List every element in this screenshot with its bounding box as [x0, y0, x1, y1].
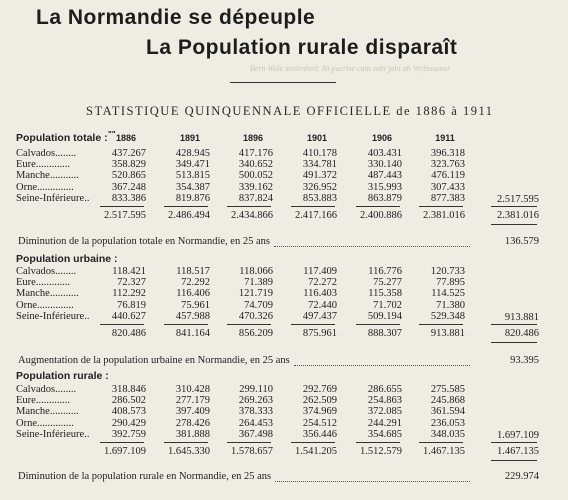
- column-total-rule: [419, 206, 463, 207]
- summary-leader: [274, 246, 470, 247]
- cell-value: 349.471: [175, 159, 210, 171]
- cell-value: 254.863: [367, 395, 402, 407]
- section-label: Population urbaine :: [16, 253, 118, 265]
- cell-value: 292.769: [302, 384, 337, 395]
- cell-value: 348.035: [430, 428, 465, 440]
- column-total: 856.209: [238, 327, 273, 339]
- row-label: Seine-Inférieure..: [16, 310, 90, 322]
- right-column-difference-rule: [491, 342, 537, 343]
- row-label: Manche...........: [16, 170, 79, 182]
- column-total-rule: [227, 442, 271, 443]
- right-column-last: 1.467.135: [497, 445, 539, 457]
- cell-value: 491.372: [302, 170, 337, 182]
- row-label: Calvados........: [16, 384, 77, 395]
- cell-value: 112.292: [112, 288, 146, 300]
- cell-value: 262.509: [302, 395, 337, 407]
- year-header: 1901: [306, 133, 328, 143]
- row-label: Manche...........: [16, 288, 79, 300]
- cell-value: 500.052: [238, 170, 273, 182]
- table-subtitle: STATISTIQUE QUINQUENNALE OFFICIELLE de 1886 à 1911: [86, 104, 494, 118]
- cell-value: 269.263: [238, 395, 273, 407]
- cell-value: 74.709: [244, 299, 273, 311]
- cell-value: 71.380: [436, 299, 465, 311]
- summary-text: Diminution de la population rurale en Normandie, en 25 ans: [18, 471, 272, 482]
- cell-value: 367.248: [111, 181, 146, 193]
- cell-value: 278.426: [175, 417, 210, 429]
- cell-value: 72.327: [117, 277, 146, 289]
- column-total: 913.881: [430, 327, 465, 339]
- column-total: 2.517.595: [104, 209, 146, 221]
- cell-value: 339.162: [238, 181, 273, 193]
- column-total: 2.417.166: [295, 209, 337, 221]
- column-total: 1.578.657: [231, 445, 273, 457]
- column-total: 841.164: [175, 327, 210, 339]
- cell-value: 877.383: [430, 192, 465, 204]
- cell-value: 286.655: [367, 384, 402, 395]
- cell-value: 354.685: [367, 428, 402, 440]
- cell-value: 118.066: [239, 266, 273, 277]
- cell-value: 117.409: [303, 266, 337, 277]
- section-mark: "": [108, 130, 116, 139]
- ghost-text: Bern Wole senlenhed; Ni pucrise cuin sabt jahi ab Verfassuner: [250, 64, 451, 73]
- cell-value: 75.277: [373, 277, 402, 289]
- right-column-last: 2.381.016: [497, 209, 539, 221]
- cell-value: 392.759: [111, 428, 146, 440]
- cell-value: 323.763: [430, 159, 465, 171]
- cell-value: 71.389: [244, 277, 273, 289]
- cell-value: 819.876: [175, 192, 210, 204]
- summary-value: 136.579: [504, 236, 539, 247]
- cell-value: 361.594: [430, 406, 465, 418]
- right-column-rule: [491, 206, 537, 207]
- cell-value: 334.781: [302, 159, 337, 171]
- right-column-last: 820.486: [504, 327, 539, 339]
- row-label: Eure.............: [16, 159, 70, 171]
- cell-value: 71.702: [373, 299, 402, 311]
- cell-value: 245.868: [430, 395, 465, 407]
- cell-value: 863.879: [367, 192, 402, 204]
- cell-value: 244.291: [367, 417, 402, 429]
- row-label: Eure.............: [16, 395, 70, 407]
- row-label: Calvados........: [16, 266, 77, 277]
- cell-value: 290.429: [111, 417, 146, 429]
- row-label: Orne..............: [16, 299, 74, 311]
- column-total-rule: [356, 324, 400, 325]
- column-total-rule: [227, 206, 271, 207]
- column-total-rule: [356, 206, 400, 207]
- cell-value: 275.585: [430, 384, 465, 395]
- cell-value: 116.403: [303, 288, 337, 300]
- column-total-rule: [356, 442, 400, 443]
- column-total-rule: [227, 324, 271, 325]
- cell-value: 326.952: [302, 181, 337, 193]
- cell-value: 121.719: [238, 288, 273, 300]
- cell-value: 118.517: [176, 266, 210, 277]
- cell-value: 470.326: [238, 310, 273, 322]
- row-label: Seine-Inférieure..: [16, 428, 90, 440]
- column-total: 1.541.205: [295, 445, 337, 457]
- cell-value: 397.409: [175, 406, 210, 418]
- cell-value: 354.387: [175, 181, 210, 193]
- right-column-first: 1.697.109: [497, 429, 539, 441]
- summary-leader: [275, 481, 470, 482]
- cell-value: 236.053: [430, 417, 465, 429]
- column-total: 1.645.330: [168, 445, 210, 457]
- cell-value: 378.333: [238, 406, 273, 418]
- row-label: Eure.............: [16, 277, 70, 289]
- column-total: 2.486.494: [168, 209, 210, 221]
- column-total: 2.400.886: [360, 209, 402, 221]
- right-column-difference-rule: [491, 460, 537, 461]
- title-line-2: La Population rurale disparaît: [146, 36, 458, 59]
- cell-value: 403.431: [367, 148, 402, 159]
- column-total-rule: [164, 324, 208, 325]
- cell-value: 76.819: [117, 299, 146, 311]
- column-total: 2.381.016: [423, 209, 465, 221]
- cell-value: 286.502: [111, 395, 146, 407]
- cell-value: 440.627: [111, 310, 146, 322]
- cell-value: 356.446: [302, 428, 337, 440]
- cell-value: 513.815: [175, 170, 210, 182]
- cell-value: 116.406: [176, 288, 210, 300]
- right-column-rule: [491, 324, 537, 325]
- cell-value: 310.428: [175, 384, 210, 395]
- cell-value: 72.440: [308, 299, 337, 311]
- column-total-rule: [100, 442, 144, 443]
- year-header: 1891: [179, 133, 201, 143]
- column-total-rule: [419, 442, 463, 443]
- cell-value: 381.888: [175, 428, 210, 440]
- cell-value: 254.512: [302, 417, 337, 429]
- cell-value: 75.961: [181, 299, 210, 311]
- year-header: 1911: [435, 133, 455, 143]
- column-total-rule: [100, 324, 144, 325]
- column-total-rule: [291, 324, 335, 325]
- column-total-rule: [291, 206, 335, 207]
- summary-value: 93.395: [510, 355, 539, 366]
- cell-value: 372.085: [367, 406, 402, 418]
- cell-value: 529.348: [430, 310, 465, 322]
- row-label: Manche...........: [16, 406, 79, 418]
- column-total: 1.467.135: [423, 445, 465, 457]
- cell-value: 318.846: [111, 384, 146, 395]
- cell-value: 72.292: [181, 277, 210, 289]
- cell-value: 437.267: [111, 148, 146, 159]
- column-total-rule: [164, 442, 208, 443]
- cell-value: 114.525: [431, 288, 465, 300]
- cell-value: 428.945: [175, 148, 210, 159]
- column-total-rule: [100, 206, 144, 207]
- title-rule: [230, 82, 336, 83]
- cell-value: 264.453: [238, 417, 273, 429]
- year-header: 1896: [242, 133, 264, 143]
- row-label: Orne..............: [16, 417, 74, 429]
- cell-value: 497.437: [302, 310, 337, 322]
- cell-value: 299.110: [239, 384, 273, 395]
- cell-value: 77.895: [436, 277, 465, 289]
- summary-text: Augmentation de la population urbaine en Normandie, en 25 ans: [18, 355, 290, 366]
- column-total: 875.961: [302, 327, 337, 339]
- cell-value: 118.421: [112, 266, 146, 277]
- right-column-first: 913.881: [504, 311, 539, 323]
- column-total: 1.512.579: [360, 445, 402, 457]
- row-label: Calvados........: [16, 148, 77, 159]
- column-total: 820.486: [111, 327, 146, 339]
- summary-leader: [294, 365, 470, 366]
- summary-value: 229.974: [504, 471, 539, 482]
- section-label: Population rurale :: [16, 370, 109, 382]
- year-header: 1906: [371, 133, 393, 143]
- cell-value: 307.433: [430, 181, 465, 193]
- cell-value: 115.358: [368, 288, 402, 300]
- cell-value: 476.119: [431, 170, 465, 182]
- cell-value: 833.386: [111, 192, 146, 204]
- cell-value: 330.140: [367, 159, 402, 171]
- cell-value: 837.824: [238, 192, 273, 204]
- row-label: Orne..............: [16, 181, 74, 193]
- cell-value: 358.829: [111, 159, 146, 171]
- column-total: 1.697.109: [104, 445, 146, 457]
- column-total-rule: [419, 324, 463, 325]
- summary-text: Diminution de la population totale en Normandie, en 25 ans: [18, 236, 270, 247]
- cell-value: 408.573: [111, 406, 146, 418]
- cell-value: 374.969: [302, 406, 337, 418]
- cell-value: 509.194: [367, 310, 402, 322]
- cell-value: 487.443: [367, 170, 402, 182]
- column-total: 888.307: [367, 327, 402, 339]
- cell-value: 396.318: [430, 148, 465, 159]
- cell-value: 367.498: [238, 428, 273, 440]
- column-total-rule: [164, 206, 208, 207]
- cell-value: 520.865: [111, 170, 146, 182]
- cell-value: 340.652: [238, 159, 273, 171]
- cell-value: 410.178: [302, 148, 337, 159]
- right-column-difference-rule: [491, 224, 537, 225]
- section-label: Population totale :: [16, 132, 108, 144]
- cell-value: 277.179: [175, 395, 210, 407]
- cell-value: 853.883: [302, 192, 337, 204]
- cell-value: 116.776: [368, 266, 402, 277]
- cell-value: 315.993: [367, 181, 402, 193]
- right-column-first: 2.517.595: [497, 193, 539, 205]
- cell-value: 417.176: [238, 148, 273, 159]
- title-line-1: La Normandie se dépeuple: [36, 6, 316, 29]
- cell-value: 72.272: [308, 277, 337, 289]
- cell-value: 457.988: [175, 310, 210, 322]
- right-column-rule: [491, 442, 537, 443]
- cell-value: 120.733: [430, 266, 465, 277]
- row-label: Seine-Inférieure..: [16, 192, 90, 204]
- year-header: 1886: [115, 133, 137, 143]
- column-total-rule: [291, 442, 335, 443]
- column-total: 2.434.866: [231, 209, 273, 221]
